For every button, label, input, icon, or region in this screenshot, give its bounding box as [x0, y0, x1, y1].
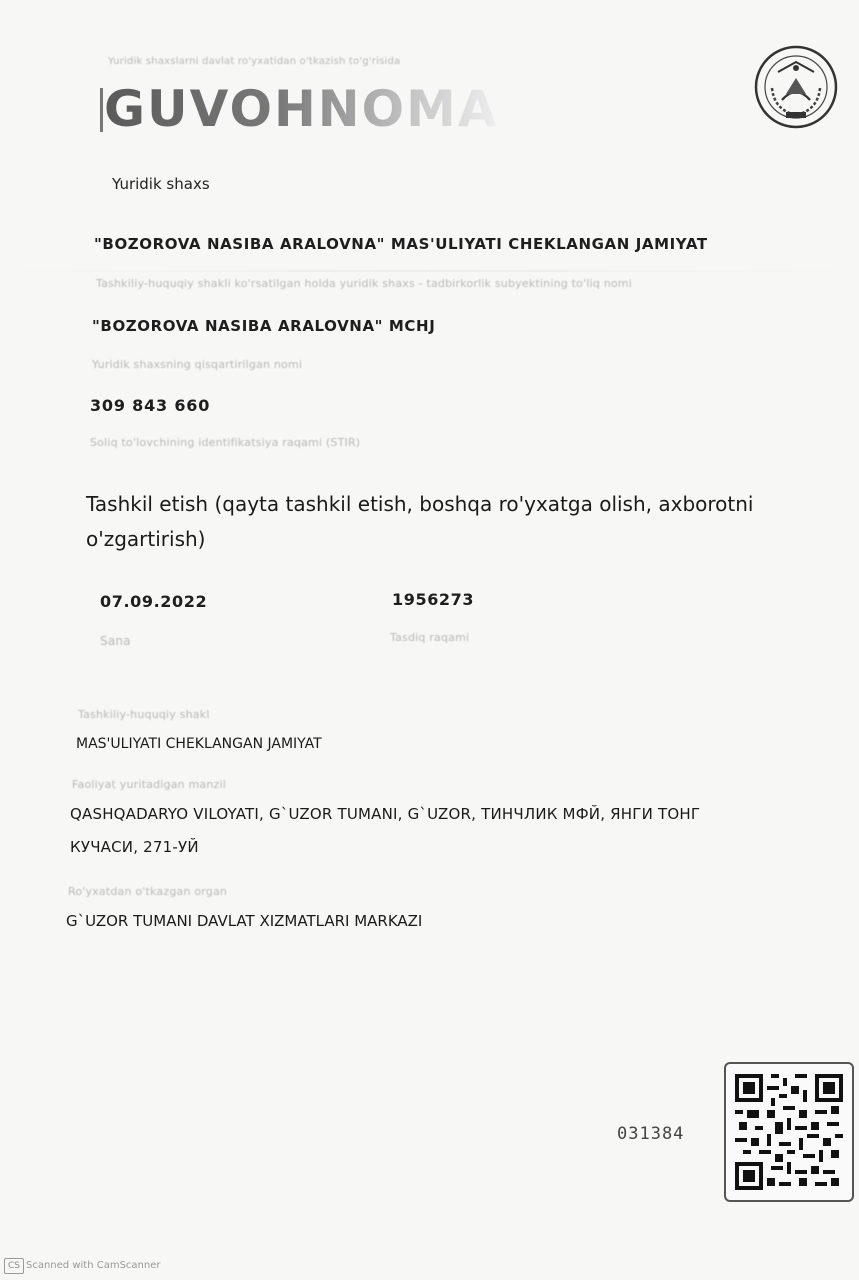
tax-id-caption: Soliq to'lovchining identifikatsiya raqami (STIR): [90, 436, 361, 449]
address-line-1: QASHQADARYO VILOYATI, G`UZOR TUMANI, G`UZOR, ТИНЧЛИК МФЙ, ЯНГИ ТОНГ: [70, 805, 701, 823]
registration-date-caption: Sana: [100, 634, 131, 648]
registration-number-caption: Tasdiq raqami: [390, 631, 470, 644]
legal-form-caption: Tashkiliy-huquqiy shakl: [78, 708, 210, 721]
qr-code-frame: [724, 1062, 854, 1202]
address-line-2: КУЧАСИ, 271-УЙ: [70, 838, 199, 856]
registrar-caption: Ro'yxatdan o'tkazgan organ: [68, 885, 228, 898]
entity-full-name: "BOZOROVA NASIBA ARALOVNA" MAS'ULIYATI CHEKLANGAN JAMIYAT: [94, 235, 708, 253]
entity-type-label: Yuridik shaxs: [112, 175, 210, 193]
action-text-line-2: o'zgartirish): [86, 527, 206, 551]
address-caption: Faoliyat yuritadigan manzil: [72, 778, 227, 791]
title-accent-bar: [100, 88, 103, 132]
camscanner-badge-icon: CS: [4, 1258, 24, 1274]
registration-date: 07.09.2022: [100, 592, 208, 611]
entity-short-name: "BOZOROVA NASIBA ARALOVNA" MCHJ: [92, 317, 436, 335]
registrar-value: G`UZOR TUMANI DAVLAT XIZMATLARI MARKAZI: [66, 912, 423, 930]
serial-number: 031384: [617, 1124, 685, 1144]
state-emblem-icon: [752, 42, 840, 132]
document-title: GUVOHNOMA: [104, 80, 499, 138]
registration-number: 1956273: [392, 590, 475, 609]
scanner-watermark: Scanned with CamScanner: [26, 1260, 161, 1271]
qr-code-icon: [735, 1073, 843, 1191]
entity-short-name-caption: Yuridik shaxsning qisqartirilgan nomi: [92, 358, 303, 371]
tax-id-number: 309 843 660: [90, 396, 211, 415]
legal-form-value: MAS'ULIYATI CHEKLANGAN JAMIYAT: [76, 736, 322, 752]
paper-fold: [0, 270, 859, 272]
action-text-line-1: Tashkil etish (qayta tashkil etish, boshqa ro'yxatga olish, axborotni: [86, 492, 754, 516]
issuer-line: Yuridik shaxslarni davlat ro'yxatidan o'tkazish to'g'risida: [108, 56, 401, 67]
entity-full-name-caption: Tashkiliy-huquqiy shakli ko'rsatilgan holda yuridik shaxs - tadbirkorlik subyektining to'liq nomi: [96, 277, 632, 290]
